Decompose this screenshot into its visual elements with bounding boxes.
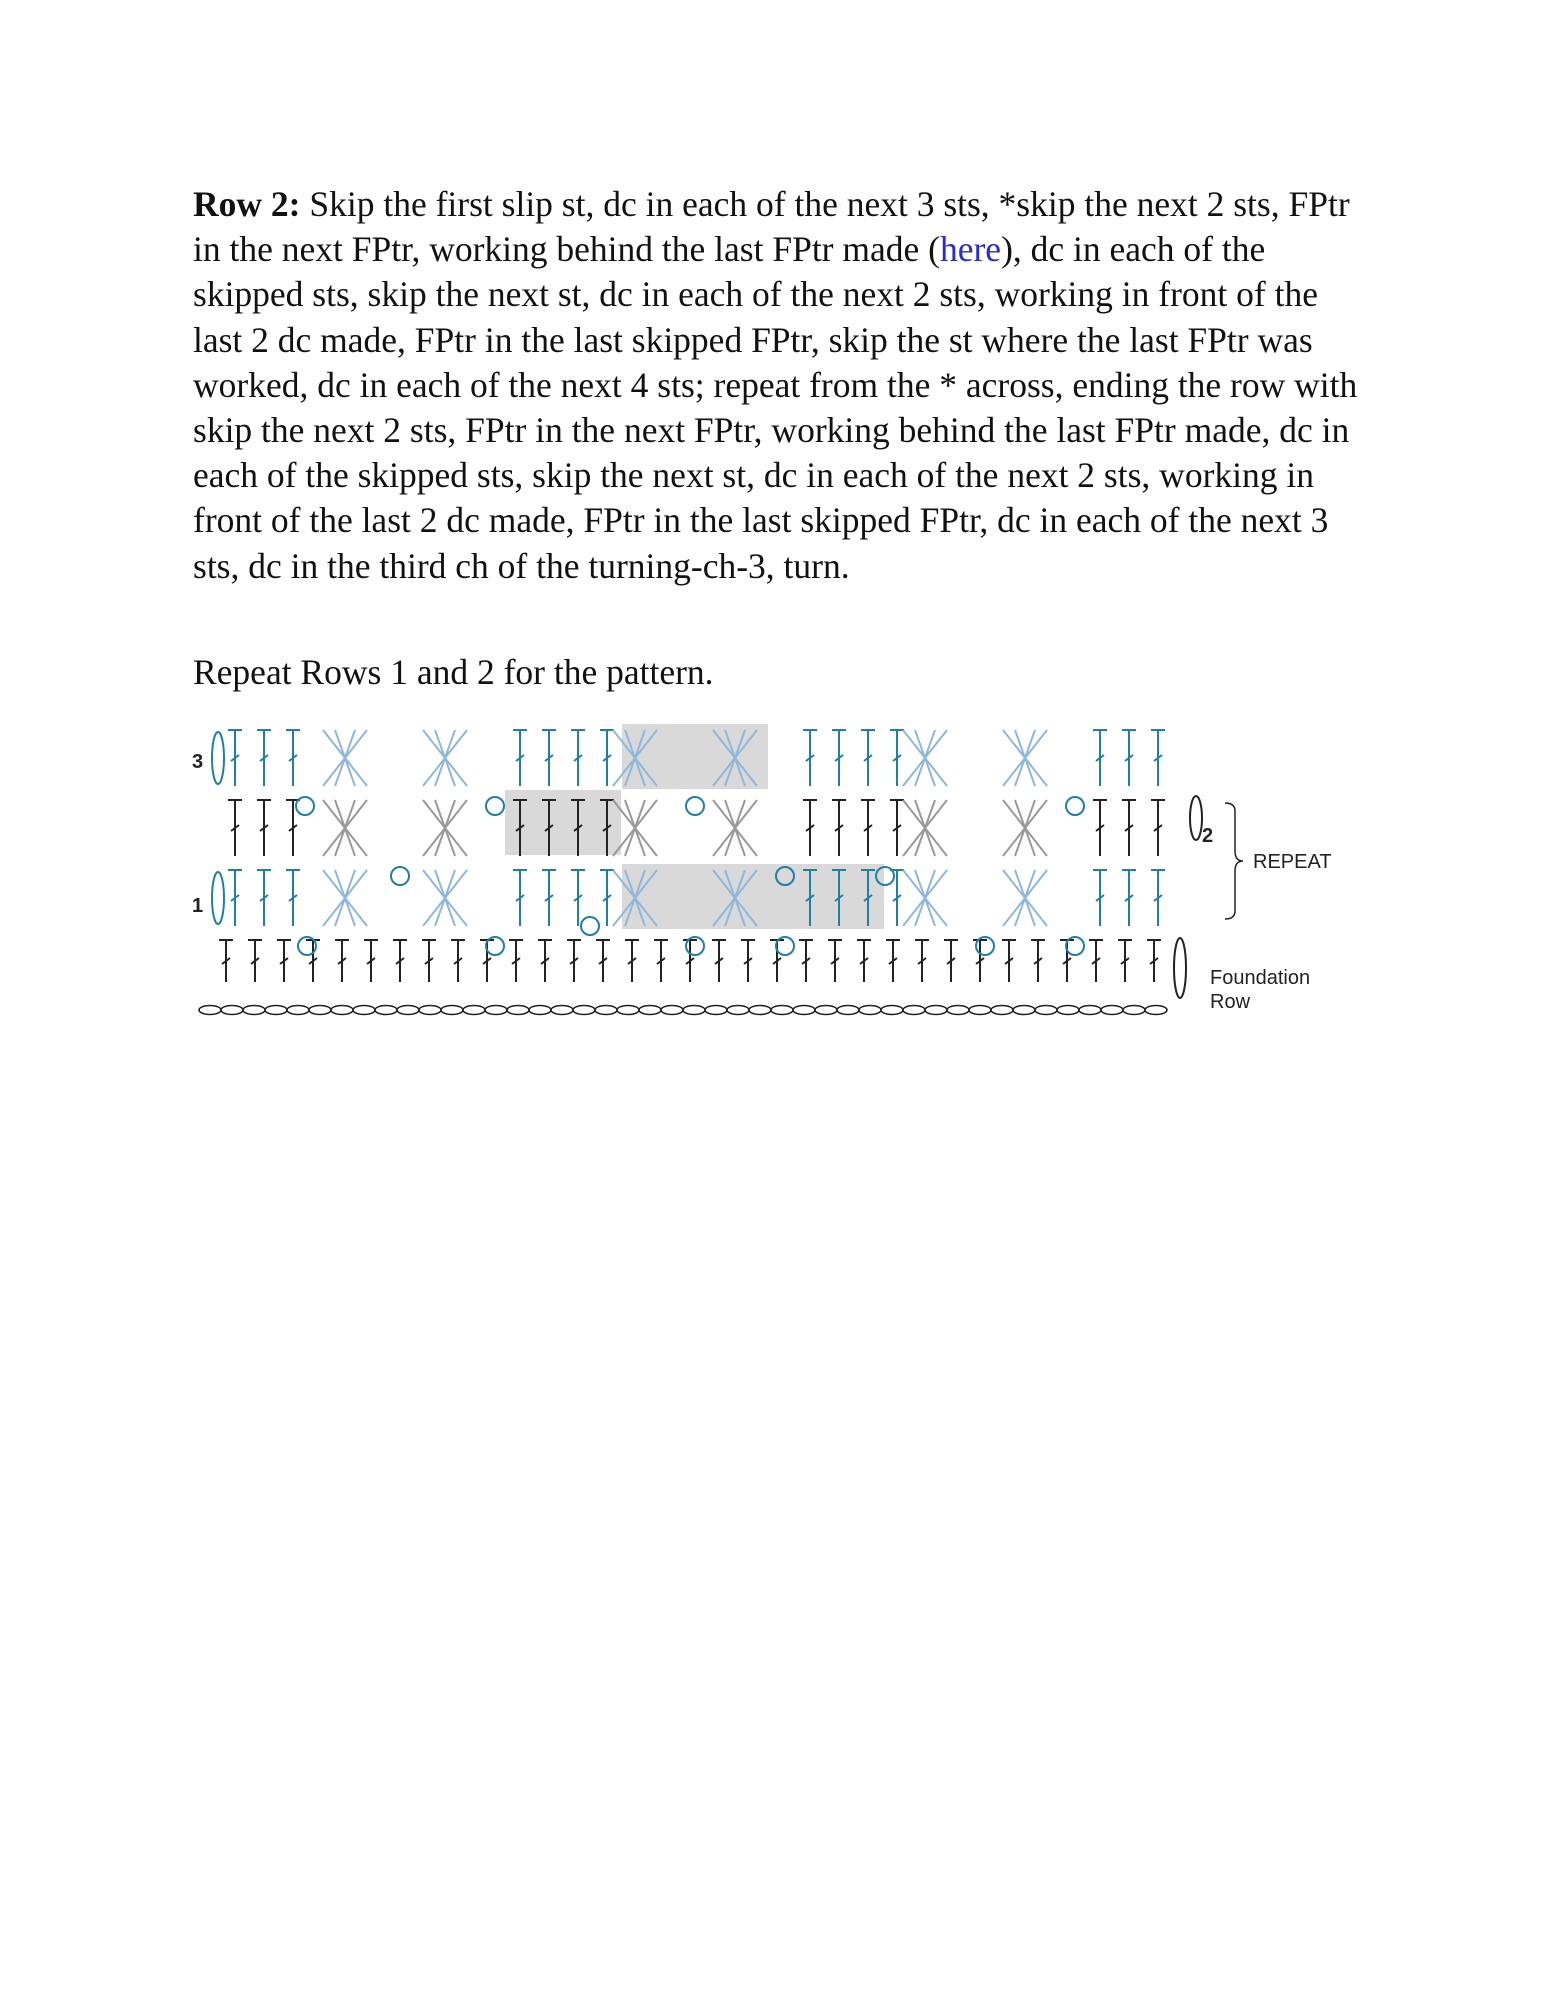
chain-stitch xyxy=(661,1006,683,1015)
fptr-loop xyxy=(486,797,504,815)
chain-stitch xyxy=(221,1006,243,1015)
dc-symbol xyxy=(306,940,320,982)
chain-stitch xyxy=(1101,1006,1123,1015)
cross-symbol xyxy=(1003,800,1047,856)
chain-stitch xyxy=(529,1006,551,1015)
chain-stitch xyxy=(925,1006,947,1015)
cross-symbol xyxy=(903,800,947,856)
dc-symbol xyxy=(257,800,271,856)
dc-symbol xyxy=(861,730,875,786)
dc-symbol xyxy=(915,940,929,982)
cross-symbol xyxy=(713,800,757,856)
chain-stitch xyxy=(573,1006,595,1015)
chain-stitch xyxy=(485,1006,507,1015)
dc-symbol xyxy=(712,940,726,982)
chain-stitch xyxy=(903,1006,925,1015)
row-number-2: 2 xyxy=(1202,825,1214,847)
dc-symbol xyxy=(799,940,813,982)
chain-stitch xyxy=(397,1006,419,1015)
dc-symbol xyxy=(286,800,300,856)
dc-symbol xyxy=(567,940,581,982)
turning-chain xyxy=(212,732,224,784)
repeat-highlight-boxes xyxy=(505,724,884,929)
chain-stitch xyxy=(1013,1006,1035,1015)
chain-stitch xyxy=(441,1006,463,1015)
dc-symbol xyxy=(741,940,755,982)
dc-symbol xyxy=(451,940,465,982)
dc-symbol xyxy=(625,940,639,982)
fptr-loop xyxy=(391,867,409,885)
chain-stitch xyxy=(969,1006,991,1015)
chain-stitch xyxy=(1145,1006,1167,1015)
dc-symbol xyxy=(861,800,875,856)
chain-stitch xyxy=(1057,1006,1079,1015)
chain-stitch xyxy=(243,1006,265,1015)
fptr-loop xyxy=(1066,937,1084,955)
dc-symbol xyxy=(542,730,556,786)
dc-symbol xyxy=(1151,800,1165,856)
chain-stitch xyxy=(837,1006,859,1015)
chain-stitch xyxy=(639,1006,661,1015)
row-2-instructions xyxy=(193,182,1363,589)
row-2-label: Row 2: xyxy=(193,184,301,224)
highlight-box xyxy=(768,864,884,929)
chain-stitch xyxy=(507,1006,529,1015)
chain-stitch xyxy=(815,1006,837,1015)
dc-symbol xyxy=(228,730,242,786)
chain-stitch xyxy=(859,1006,881,1015)
dc-symbol xyxy=(596,940,610,982)
dc-symbol xyxy=(393,940,407,982)
chain-stitch xyxy=(617,1006,639,1015)
dc-symbol xyxy=(571,870,585,926)
dc-symbol xyxy=(228,870,242,926)
chain-stitch xyxy=(705,1006,727,1015)
dc-symbol xyxy=(1151,870,1165,926)
cross-symbol xyxy=(1003,870,1047,926)
dc-symbol xyxy=(571,730,585,786)
dc-symbol xyxy=(600,870,614,926)
here-link[interactable]: here xyxy=(939,229,1002,270)
dc-symbol xyxy=(513,730,527,786)
chain-stitch xyxy=(551,1006,573,1015)
chain-stitch xyxy=(881,1006,903,1015)
cross-symbol xyxy=(323,800,367,856)
dc-symbol xyxy=(538,940,552,982)
dc-symbol xyxy=(1122,800,1136,856)
chain-stitch xyxy=(353,1006,375,1015)
chain-stitch xyxy=(947,1006,969,1015)
dc-symbol xyxy=(1089,940,1103,982)
chain-stitch xyxy=(749,1006,771,1015)
dc-symbol xyxy=(886,940,900,982)
dc-symbol xyxy=(944,940,958,982)
chain-stitch xyxy=(265,1006,287,1015)
cross-symbol xyxy=(423,800,467,856)
cross-symbol xyxy=(423,730,467,786)
dc-symbol xyxy=(1093,870,1107,926)
dc-symbol xyxy=(277,940,291,982)
chain-stitch xyxy=(683,1006,705,1015)
chain-stitch xyxy=(463,1006,485,1015)
chain-stitch xyxy=(595,1006,617,1015)
chain-stitch xyxy=(287,1006,309,1015)
fptr-loop xyxy=(296,797,314,815)
dc-symbol xyxy=(1122,870,1136,926)
dc-symbol xyxy=(219,940,233,982)
cross-symbol xyxy=(903,870,947,926)
repeat-instruction: Repeat Rows 1 and 2 for the pattern. xyxy=(193,652,714,692)
chain-stitch xyxy=(1035,1006,1057,1015)
dc-symbol xyxy=(857,940,871,982)
dc-symbol xyxy=(248,940,262,982)
fptr-loop xyxy=(486,937,504,955)
chain-stitch xyxy=(199,1006,221,1015)
turning-chain xyxy=(212,872,224,924)
dc-symbol xyxy=(513,870,527,926)
dc-symbol xyxy=(832,730,846,786)
dc-symbol xyxy=(257,870,271,926)
cross-symbol xyxy=(423,870,467,926)
repeat-label: REPEAT xyxy=(1253,851,1332,873)
chain-stitch xyxy=(1123,1006,1145,1015)
chain-stitch xyxy=(793,1006,815,1015)
dc-symbol xyxy=(654,940,668,982)
row-2-text-after-link: ), dc in each of the skipped sts, skip the next st, dc in each of the next 2 sts, working in front of the last 2 dc made, FPtr in the last skipped FPtr, skip the st where the last FPtr was worked, dc in each of the next 4 sts; repeat from the * across, ending the row with skip the next 2 sts, FPtr in the next FPtr, working behind the last FPtr made, dc in each of the skipped sts, skip the next st, dc in each of the next 2 sts, working in front of the last 2 dc made, FPtr in the last skipped FPtr, dc in each of the next 3 sts, dc in the third ch of the turning-ch-3, turn. xyxy=(193,229,1358,586)
dc-symbol xyxy=(257,730,271,786)
chain-stitch xyxy=(771,1006,793,1015)
row-2-text-before-link: Skip the first slip st, dc in each of the next 3 sts, *skip the next 2 sts, FPtr in the next FPtr, working behind the last FPtr made ( xyxy=(193,184,1350,270)
fptr-loop xyxy=(581,917,599,935)
dc-symbol xyxy=(509,940,523,982)
turning-chain xyxy=(1190,796,1202,840)
dc-symbol xyxy=(1147,940,1161,982)
chain-stitch xyxy=(991,1006,1013,1015)
cross-symbol xyxy=(323,730,367,786)
row-number-1: 1 xyxy=(192,895,204,917)
chain-stitch xyxy=(1079,1006,1101,1015)
dc-symbol xyxy=(1093,800,1107,856)
dc-symbol xyxy=(803,800,817,856)
dc-symbol xyxy=(1122,730,1136,786)
dc-symbol xyxy=(1093,730,1107,786)
chain-stitch xyxy=(309,1006,331,1015)
cross-symbol xyxy=(323,870,367,926)
foundation-label-line-1: Foundation xyxy=(1210,967,1311,989)
repeat-bracket xyxy=(1225,803,1243,919)
turning-chain xyxy=(1174,938,1186,998)
dc-symbol xyxy=(832,800,846,856)
dc-symbol xyxy=(228,800,242,856)
dc-symbol xyxy=(828,940,842,982)
fptr-loop xyxy=(686,797,704,815)
dc-symbol xyxy=(1118,940,1132,982)
cross-symbol xyxy=(1003,730,1047,786)
chain-stitch xyxy=(727,1006,749,1015)
dc-symbol xyxy=(1002,940,1016,982)
dc-symbol xyxy=(890,870,904,926)
dc-symbol xyxy=(422,940,436,982)
dc-symbol xyxy=(364,940,378,982)
dc-symbol xyxy=(890,800,904,856)
dc-symbol xyxy=(286,870,300,926)
chain-stitch xyxy=(331,1006,353,1015)
stitch-diagram xyxy=(190,718,1370,1018)
dc-symbol xyxy=(1031,940,1045,982)
dc-symbol xyxy=(890,730,904,786)
cross-symbol xyxy=(903,730,947,786)
dc-symbol xyxy=(803,730,817,786)
dc-symbol xyxy=(600,730,614,786)
dc-symbol xyxy=(1151,730,1165,786)
dc-symbol xyxy=(335,940,349,982)
foundation-label-line-2: Row xyxy=(1210,991,1251,1013)
chain-stitch xyxy=(419,1006,441,1015)
row-number-3: 3 xyxy=(192,751,204,773)
dc-symbol xyxy=(286,730,300,786)
fptr-loop xyxy=(776,937,794,955)
dc-symbol xyxy=(542,870,556,926)
chain-stitch xyxy=(375,1006,397,1015)
fptr-loop xyxy=(1066,797,1084,815)
